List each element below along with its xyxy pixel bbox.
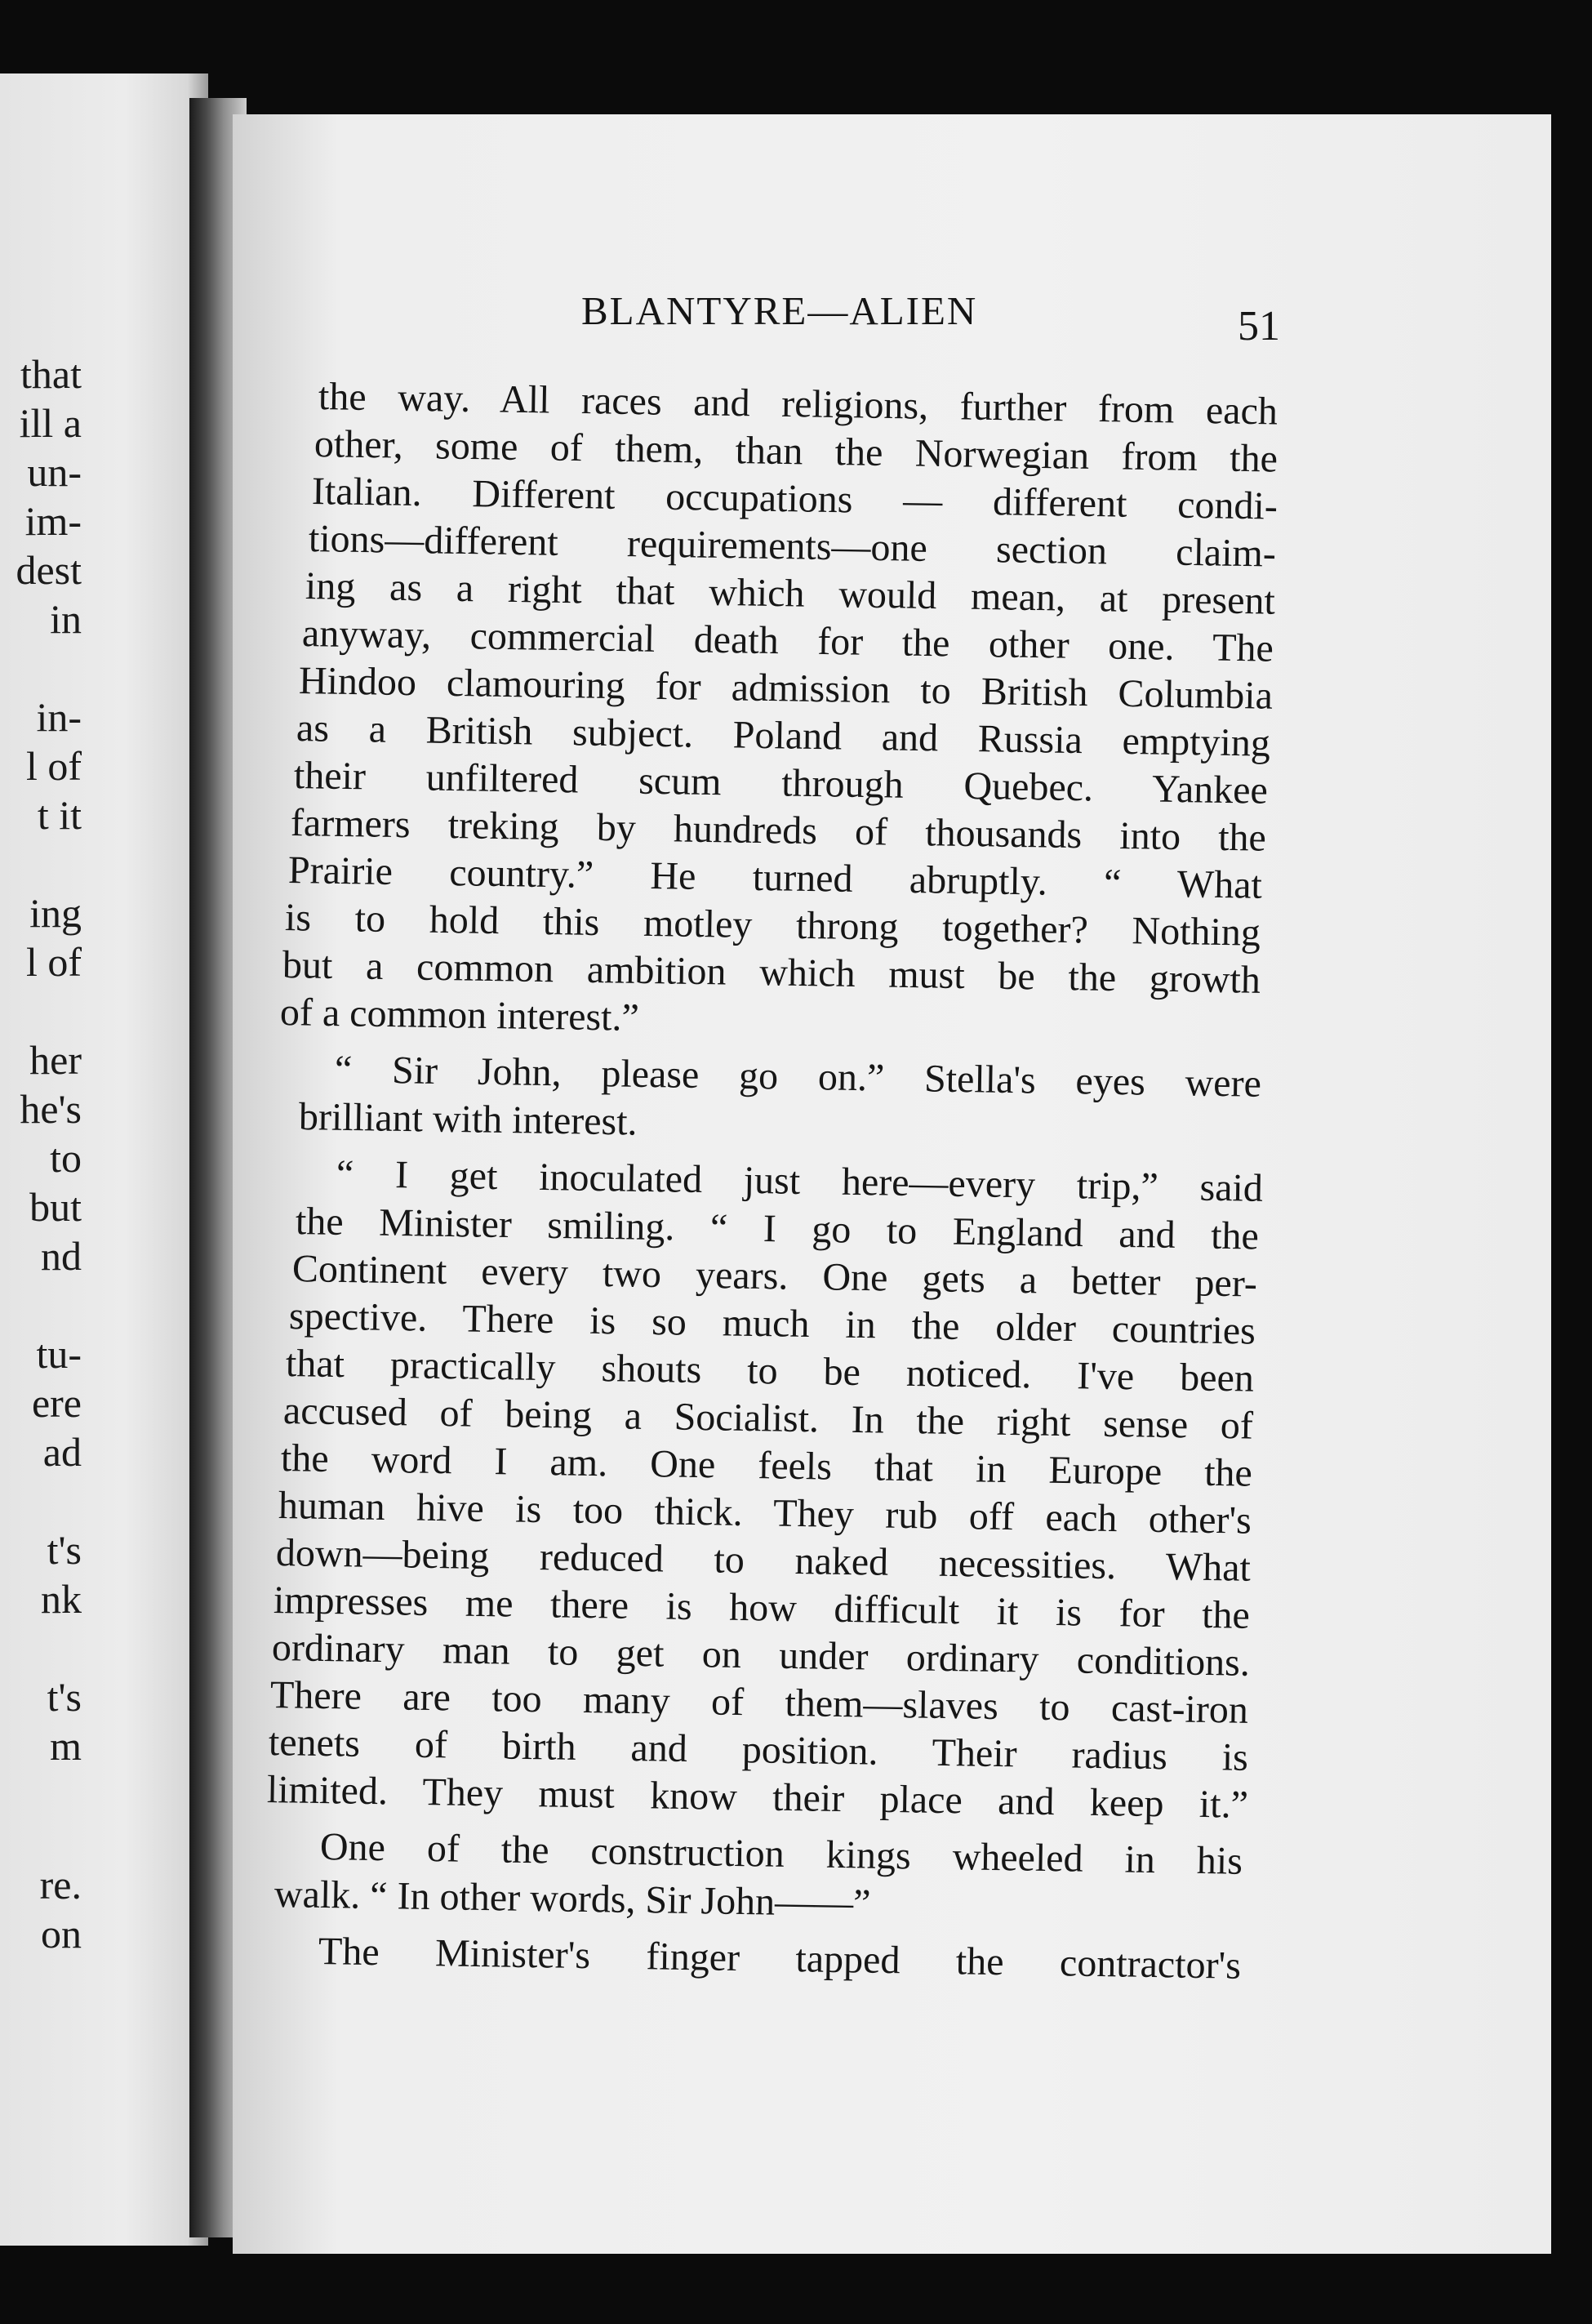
text-line: Italian. Different occupations — different condi- — [311, 470, 1278, 528]
facing-page-fragment: he's — [20, 1086, 82, 1132]
facing-page-fragment: in — [50, 596, 82, 642]
text-line: “ I get inoculated just here—every trip,” said — [336, 1152, 1264, 1210]
text-line: is to hold this motley throng together? Nothing — [284, 896, 1261, 955]
text-line: the way. All races and religions, further from each — [318, 375, 1278, 434]
text-line: Hindoo clamouring for admission to British Columbia — [298, 659, 1274, 718]
text-line: Continent every two years. One gets a better per- — [291, 1247, 1258, 1306]
text-line: limited. They must know their place and keep it.” — [266, 1768, 1249, 1827]
text-line: human hive is too thick. They rub off each other's — [278, 1484, 1252, 1543]
page-number: 51 — [1238, 303, 1280, 349]
text-line: the word I am. One feels that in Europe the — [280, 1436, 1253, 1495]
text-line: “ Sir John, please go on.” Stella's eyes were — [334, 1048, 1262, 1106]
facing-page-fragment: ill a — [19, 400, 82, 446]
facing-page-fragment: ere — [31, 1380, 82, 1426]
text-line: that practically shouts to be noticed. I've been — [285, 1342, 1255, 1400]
text-line: impresses me there is how difficult it is for the — [273, 1578, 1251, 1637]
text-line: ing as a right that which would mean, at present — [305, 564, 1276, 623]
facing-page-fragment: nd — [41, 1233, 82, 1279]
facing-page-fragment: ad — [42, 1429, 82, 1475]
facing-page-fragment: that — [20, 351, 82, 397]
text-line: spective. There is so much in the older countries — [288, 1294, 1256, 1353]
facing-page-fragment: im- — [24, 498, 82, 544]
text-line: tenets of birth and position. Their radius is — [268, 1721, 1249, 1779]
text-line: anyway, commercial death for the other one. The — [301, 612, 1274, 670]
text-line: tions—different requirements—one section claim- — [308, 517, 1277, 576]
facing-page-fragment: to — [50, 1135, 82, 1181]
text-line: Prairie country.” He turned abruptly. “ What — [287, 848, 1263, 907]
running-head: BLANTYRE—ALIEN — [581, 288, 978, 333]
facing-page-fragment: tu- — [36, 1331, 82, 1377]
facing-page-fragment: t's — [47, 1674, 82, 1720]
facing-page-fragment: un- — [27, 449, 82, 495]
facing-page-fragment: her — [29, 1037, 82, 1083]
facing-page-fragment: but — [29, 1184, 82, 1230]
facing-page-fragment: t's — [47, 1527, 82, 1573]
facing-page-fragment: l of — [25, 743, 82, 789]
facing-page-fragment: dest — [16, 547, 82, 593]
facing-page-fragment: re. — [39, 1862, 82, 1908]
facing-page-fragment: ing — [29, 890, 82, 936]
text-line: of a common interest.” — [279, 991, 640, 1040]
text-line: other, some of them, than the Norwegian from the — [314, 422, 1278, 481]
text-line: their unfiltered scum through Quebec. Yankee — [293, 754, 1269, 813]
facing-page-fragment: m — [50, 1723, 82, 1769]
text-line: brilliant with interest. — [298, 1095, 638, 1144]
text-line: the Minister smiling. “ I go to England and the — [295, 1200, 1260, 1258]
text-line: accused of being a Socialist. In the right sense of — [282, 1389, 1254, 1448]
text-line: but a common ambition which must be the growth — [282, 943, 1261, 1002]
text-line: down—being reduced to naked necessities. What — [275, 1531, 1252, 1590]
facing-page-fragment: on — [41, 1911, 82, 1957]
text-line: One of the construction kings wheeled in his — [319, 1825, 1243, 1883]
text-line: walk. “ In other words, Sir John——” — [273, 1872, 871, 1926]
text-line: farmers treking by hundreds of thousands into the — [290, 801, 1267, 860]
facing-page-fragment: nk — [41, 1576, 82, 1622]
facing-page-fragment: l of — [25, 939, 82, 985]
facing-page-fragment: t it — [37, 792, 82, 838]
text-line: ordinary man to get on under ordinary conditions. — [271, 1626, 1251, 1685]
text-line: The Minister's finger tapped the contractor's — [318, 1930, 1242, 1988]
facing-page-fragment: in- — [36, 694, 82, 740]
facing-page-left — [0, 73, 208, 2246]
text-line: as a British subject. Poland and Russia emptying — [296, 706, 1271, 765]
text-line: There are too many of them—slaves to cast-iron — [269, 1673, 1249, 1732]
